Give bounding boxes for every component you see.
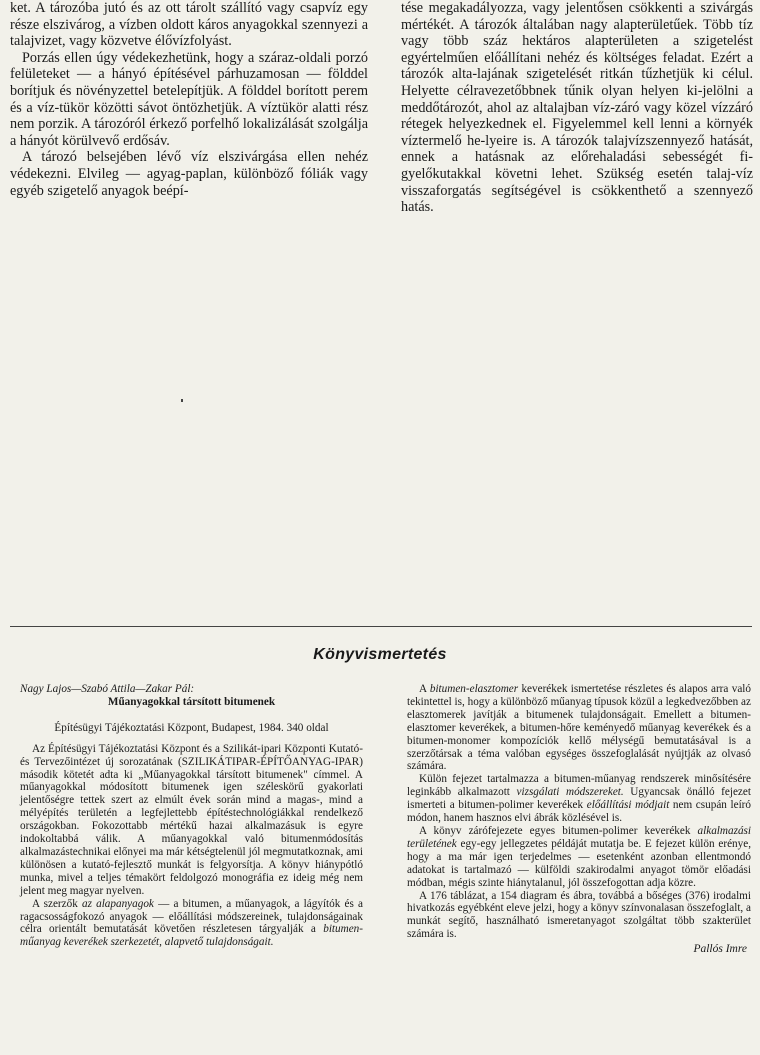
paragraph: A könyv zárófejezete egyes bitumen-polimer keverékek alkalmazási területének egy-egy jellegzetes példáját mutatja be. E fejezet külön erénye, hogy a ma már igen terjedelmes — esetenként azonban ellentmondó adatokat is tartalmazó — külföldi szakirodalmi anyagot tömör előadási módban, mégis szinte hiánytalanul, jól összefogottan adja közre. — [407, 824, 751, 889]
book-publisher: Építésügyi Tájékoztatási Központ, Budapest, 1984. 340 oldal — [54, 721, 329, 734]
paragraph: A bitumen-elasztomer keverékek ismertetése részletes és alapos arra való tekintettel is, hogy a különböző műanyag típusok közül a legkedvezőbben az elasztomerek javítják a bitumenek tulajdonságait. Emellett a bitumen-elasztomer keverékek, a bitumen-hőre keményedő műanyag keverékek és a bitumen-monomer kompozíciók kellő mélységű bemutatásával is a szerzőtársak a téma valóban egységes összefoglalását nyújtják az olvasó számára. — [407, 683, 752, 773]
print-speck — [181, 399, 183, 402]
paragraph: A szerzők az alapanyagok — a bitumen, a műanyagok, a lágyítók és a ragacsosságfokozó anyagok — előállítási módszereinek, tulajdonságainak célra orientált bemutatását követően részletesen tárgyalják a bitumen-műanyag keverékek szerkezetét, alapvető tulajdonságait. — [20, 897, 363, 949]
paragraph: Porzás ellen úgy védekezhetünk, hogy a száraz-oldali porzó felületeket — a hányó építésével párhuzamosan — földdel borítjuk és növényzettel betelepítjük. A földdel borított perem és a víz-tükör közötti sávot öntözhetjük. A víztükör alatti rész nem porzik. A tározóról érkező porfelhő lokalizálását szolgálja a hányót körülvevő erdősáv. — [10, 49, 368, 149]
paragraph: A 176 táblázat, a 154 diagram és ábra, továbbá a bőséges (376) irodalmi hivatkozás egyébként eleve jelzi, hogy a könyv színvonalasan összefoglalt, a munkát segítő, használható ismeretanyagot szolgáltat több szakterület számára is. — [407, 889, 751, 941]
review-left-column — [20, 683, 363, 949]
book-authors: Nagy Lajos—Szabó Attila—Zakar Pál: — [20, 683, 195, 695]
reviewer-signature: Pallós Imre — [693, 943, 747, 956]
paragraph: tése megakadályozza, vagy jelentősen csökkenti a szivárgás mértékét. A tározók általában nagy alapterületűek. Több tíz vagy több száz hektáros alapterületen a szigetelést egyértelműen előállítani nehéz és költséges feladat. Ezért a tározók alta-lajának szigetelését ritkán tűzhetjük ki célul. Helyette célravezetőbbnek tűnik olyan helyen ki-jelölni a meddőtározót, ahol az altalajban víz-záró vagy közel vízzáró rétegek helyezkednek el. Figyelemmel kell lenni a környék víztermelő he-lyeire is. A tározók talajvízszennyező hatását, ennek a hatásnak az előrehaladási sebességét fi-gyelőkutakkal követni lehet. Szükség esetén talaj-víz visszaforgatás segítségével is csökkenthető a szennyező hatás. — [401, 0, 753, 216]
paragraph: Külön fejezet tartalmazza a bitumen-műanyag rendszerek minősítésére leginkább alkalmazott vizsgálati módszereket. Ugyancsak önálló fejezet ismerteti a bitumen-polimer keverékek előállítási módjait nem csupán leíró módon, hanem hasznos elvi ábrák közlésével is. — [407, 773, 751, 825]
top-right-column — [401, 0, 753, 216]
paragraph: ket. A tározóba jutó és az ott tárolt szállító vagy csapvíz egy része elszivárog, a vízben oldott káros anyagokkal szennyezi a talajvizet, vagy közvetve élővízfolyást. — [10, 0, 368, 50]
section-divider — [10, 626, 752, 627]
paragraph: Az Építésügyi Tájékoztatási Központ és a Szilikát-ipari Központi Kutató- és Tervezőintézet új sorozatának (SZILIKÁTIPAR-ÉPÍTŐANYAG-IPAR) második kötetét adta ki „Műanyagokkal társított bitumenek" címmel. A műanyagokkal módosított bitumenek igen széleskörű gyakorlati jelentőségre tettek szert az elmúlt évek során mind a magas-, mind a mélyépítés területén a legfejlettebb építéstechnológiákkal rendelkező országokban. Fokozottabb mértékű hazai alkalmazásuk is egyre indokoltabbá válik. A műanyagokkal való bitumenmódosítás alkalmazástechnikai előnyei ma már kétségtelenül jól megmutatkoznak, ami különösen a kutató-fejlesztő munkát is felgyorsítja. A könyv hiánypótló munka, mivel a teljes témakört feldolgozó monográfia ez ideig még nem jelent meg magyar nyelven. — [20, 742, 363, 897]
section-heading: Könyvismertetés — [313, 646, 447, 663]
paragraph: A tározó belsejében lévő víz elszivárgása ellen nehéz védekezni. Elvileg — agyag-paplan, különböző fóliák vagy egyéb szigetelő anyagok beépí- — [10, 149, 368, 199]
review-right-column — [407, 683, 751, 956]
book-title: Műanyagokkal társított bitumenek — [107, 695, 276, 708]
top-left-column — [10, 0, 368, 199]
